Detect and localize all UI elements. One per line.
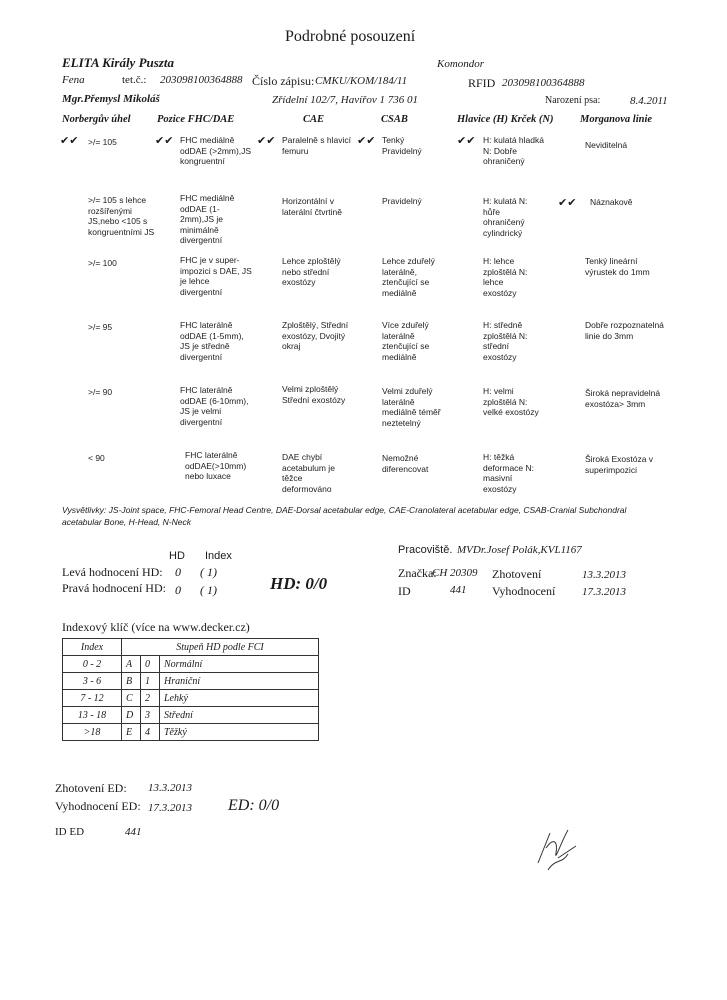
ed-made-label: Zhotovení ED:: [55, 781, 127, 795]
index-number: 0: [141, 656, 160, 673]
index-grade: Lehký: [160, 690, 319, 707]
index-key-title: Indexový klíč (více na www.decker.cz): [62, 620, 250, 634]
row1-csab: Tenký Pravidelný: [382, 135, 422, 156]
row1-morgan: Neviditelná: [585, 140, 628, 150]
index-letter: A: [122, 656, 141, 673]
col-csab: CSAB: [381, 114, 408, 125]
ed-eval-label: Vyhodnocení ED:: [55, 799, 141, 813]
signature: [528, 818, 588, 878]
index-letter: C: [122, 690, 141, 707]
workplace-value: MVDr.Josef Polák,KVL1167: [457, 544, 582, 556]
row2-fhc: FHC mediálně odDAE (1-2mm),JS je minimálně divergentní: [180, 193, 235, 245]
table-row: [63, 690, 319, 707]
index-range: 3 - 6: [63, 673, 122, 690]
check-mark-icon: ✔✔: [457, 134, 476, 147]
dog-name: ELITA Király Puszta: [62, 55, 174, 70]
mark-value: CH 20309: [432, 567, 478, 579]
index-grade: Střední: [160, 707, 319, 724]
hd-result: HD: 0/0: [270, 574, 328, 593]
id-label: ID: [398, 584, 411, 598]
check-mark-icon: ✔✔: [357, 134, 376, 147]
mark-label: Značka:: [398, 566, 437, 580]
index-column-header: Index: [205, 550, 232, 562]
table-row: [63, 673, 319, 690]
row4-norberg: >/= 95: [88, 322, 113, 332]
row5-head-neck: H: velmi zploštělá N: velké exostózy: [483, 386, 539, 417]
row2-morgan: Náznakově: [590, 197, 633, 207]
rfid-value: 203098100364888: [502, 77, 585, 89]
index-key-head-grade: Stupeň HD podle FCI: [122, 639, 319, 656]
birth-label: Narození psa:: [545, 95, 601, 106]
row6-csab: Nemožné diferencovat: [382, 453, 429, 474]
ed-id-value: 441: [125, 826, 142, 838]
index-range: 13 - 18: [63, 707, 122, 724]
row4-morgan: Dobře rozpoznatelná linie do 3mm: [585, 320, 664, 341]
row1-cae: Paralelně s hlavicí femuru: [282, 135, 351, 156]
row3-head-neck: H: lehce zploštělá N: lehce exostózy: [483, 256, 528, 298]
right-hd-index: ( 1): [200, 583, 217, 597]
row5-morgan: Široká nepravidelná exostóza> 3mm: [585, 388, 661, 409]
row4-fhc: FHC laterálně odDAE (1-5mm), JS je středně divergentní: [180, 320, 244, 362]
row3-norberg: >/= 100: [88, 258, 117, 268]
check-mark-icon: ✔✔: [257, 134, 276, 147]
check-mark-icon: ✔✔: [558, 196, 577, 209]
ed-result: ED: 0/0: [228, 797, 280, 814]
index-letter: B: [122, 673, 141, 690]
index-letter: D: [122, 707, 141, 724]
ed-id-label: ID ED: [55, 826, 85, 838]
check-mark-icon: ✔✔: [60, 134, 79, 147]
table-row: [63, 724, 319, 741]
registration-value: CMKU/KOM/184/11: [315, 75, 408, 87]
index-grade: Normální: [160, 656, 319, 673]
tattoo-value: 203098100364888: [160, 74, 243, 86]
index-range: >18: [63, 724, 122, 741]
row6-morgan: Široká Exostóza v superimpozici: [585, 454, 654, 475]
left-hd-value: 0: [175, 565, 181, 579]
row6-head-neck: H: těžká deformace N: masivní exostózy: [483, 452, 535, 494]
ed-made-value: 13.3.2013: [148, 782, 192, 794]
index-key-header-row: [63, 639, 319, 656]
workplace-label: Pracoviště.: [398, 544, 453, 556]
breed: Komondor: [437, 58, 485, 70]
birth-value: 8.4.2011: [630, 95, 668, 107]
row3-fhc: FHC je v super-impozici s DAE, JS je lehce divergentní: [180, 255, 252, 297]
owner: Mgr.Přemysl Mikoláš: [62, 93, 160, 105]
made-value: 13.3.2013: [582, 569, 626, 581]
id-value: 441: [450, 584, 467, 596]
row5-csab: Velmi zduřelý laterálně mediálně téměř neztetelný: [382, 386, 441, 428]
eval-label: Vyhodnocení: [492, 584, 556, 598]
table-row: [63, 656, 319, 673]
index-range: 0 - 2: [63, 656, 122, 673]
right-hd-value: 0: [175, 583, 181, 597]
sex: Fena: [62, 74, 85, 86]
row4-cae: Zploštělý, Střední exostózy, Dvojitý okraj: [282, 320, 349, 351]
col-norberg: Norbergův úhel: [62, 114, 131, 125]
row3-morgan: Tenký lineární výrustek do 1mm: [585, 256, 650, 277]
row1-norberg: >/= 105: [88, 137, 117, 147]
left-hd-index: ( 1): [200, 565, 217, 579]
col-head-neck: Hlavice (H) Krček (N): [457, 114, 554, 125]
index-number: 4: [141, 724, 160, 741]
row1-fhc: FHC mediálně odDAE (>2mm),JS kongruentní: [180, 135, 252, 166]
row5-fhc: FHC laterálně odDAE (6-10mm), JS je velmi divergentní: [180, 385, 249, 427]
row6-fhc: FHC laterálně odDAE(>10mm) nebo luxace: [185, 450, 247, 481]
left-hd-label: Levá hodnocení HD:: [62, 565, 163, 579]
index-grade: Těžký: [160, 724, 319, 741]
row3-cae: Lehce zploštělý nebo střední exostózy: [282, 256, 341, 287]
row2-norberg: >/= 105 s lehce rozšířenými JS,nebo <105 s kongruentními JS: [88, 195, 155, 237]
address: Zřídelní 102/7, Havířov 1 736 01: [272, 94, 419, 106]
row2-head-neck: H: kulatá N: hůře ohraničený cylindrický: [483, 196, 528, 238]
index-number: 3: [141, 707, 160, 724]
eval-value: 17.3.2013: [582, 586, 626, 598]
row5-norberg: >/= 90: [88, 387, 113, 397]
ed-eval-value: 17.3.2013: [148, 802, 192, 814]
page-title: Podrobné posouzení: [285, 28, 416, 45]
index-number: 1: [141, 673, 160, 690]
row6-norberg: < 90: [88, 453, 105, 463]
hd-column-header: HD: [169, 550, 185, 562]
index-grade: Hraniční: [160, 673, 319, 690]
row2-cae: Horizontální v laterální čtvrtině: [282, 196, 342, 217]
col-fhc: Pozice FHC/DAE: [157, 114, 235, 125]
row4-csab: Více zduřelý laterálně ztenčující se mediálně: [382, 320, 430, 362]
check-mark-icon: ✔✔: [155, 134, 174, 147]
row3-csab: Lehce zduřelý laterálně, ztenčující se mediálně: [382, 256, 435, 298]
legend-text: Vysvětlivky: JS-Joint space, FHC-Femoral Head Centre, DAE-Dorsal acetabular edge, CAE-Cranolateral acetabular edge, CSAB-Cranial Subchondral acetabular Bone, H-Head, N-Neck: [62, 505, 627, 527]
tattoo-label: tet.č.:: [122, 74, 147, 86]
col-morgan: Morganova linie: [580, 114, 653, 125]
table-row: [63, 707, 319, 724]
row1-head-neck: H: kulatá hladká N: Dobře ohraničený: [483, 135, 544, 166]
row5-cae: Velmi zploštělý Střední exostózy: [282, 384, 346, 405]
index-number: 2: [141, 690, 160, 707]
row4-head-neck: H: středně zploštělá N: střední exostózy: [483, 320, 528, 362]
row6-cae: DAE chybí acetabulum je těžce deformováno: [282, 452, 335, 494]
col-cae: CAE: [303, 114, 325, 125]
right-hd-label: Pravá hodnocení HD:: [62, 581, 166, 595]
index-letter: E: [122, 724, 141, 741]
made-label: Zhotovení: [492, 567, 542, 581]
row2-csab: Pravidelný: [382, 196, 422, 206]
rfid-label: RFID: [468, 76, 496, 90]
index-range: 7 - 12: [63, 690, 122, 707]
index-key-table: [62, 638, 319, 741]
index-key-head-index: Index: [63, 639, 122, 656]
registration-label: Číslo zápisu:: [252, 74, 315, 88]
